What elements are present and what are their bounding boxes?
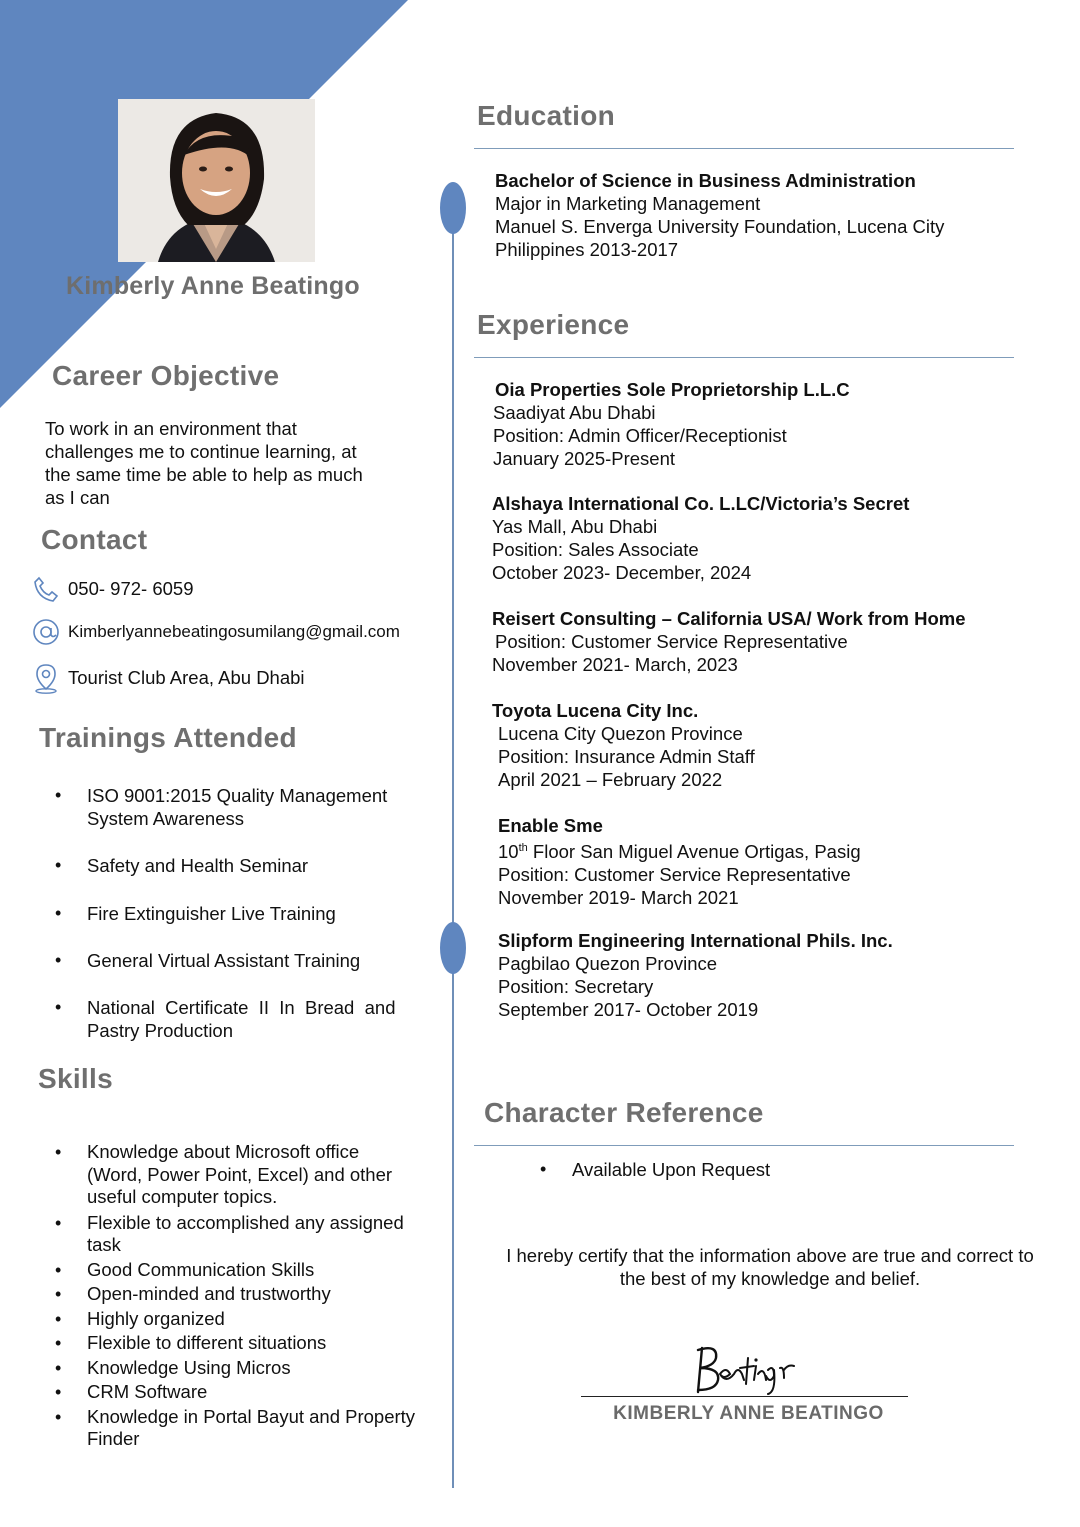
address-text: Tourist Club Area, Abu Dhabi xyxy=(68,667,305,688)
experience-entry: Slipform Engineering International Phils. Inc. Pagbilao Quezon Province Position: Secretary September 2017- October 2019 xyxy=(498,930,893,1020)
section-divider xyxy=(474,357,1014,358)
phone-icon xyxy=(30,573,62,605)
character-reference-heading: Character Reference xyxy=(484,1097,764,1128)
skills-list xyxy=(39,1141,459,1451)
experience-entry: Reisert Consulting – California USA/ Work from Home Position: Customer Service Representative November 2021- March, 2023 xyxy=(492,608,966,675)
company-name: Oia Properties Sole Proprietorship L.L.C xyxy=(495,379,850,400)
list-item: • Fire Extinguisher Live Training xyxy=(39,902,441,925)
signature-image xyxy=(690,1340,810,1396)
company-name: Toyota Lucena City Inc. xyxy=(492,700,699,721)
signature-line xyxy=(581,1396,908,1397)
list-item: • Flexible to different situations xyxy=(39,1332,459,1355)
list-item: • Open-minded and trustworthy xyxy=(39,1283,459,1306)
education-heading: Education xyxy=(477,100,616,131)
list-item: • Highly organized xyxy=(39,1308,459,1331)
list-item: • Knowledge in Portal Bayut and Property Finder xyxy=(39,1406,459,1451)
timeline-marker xyxy=(440,922,466,974)
list-item: • CRM Software xyxy=(39,1381,459,1404)
candidate-name: Kimberly Anne Beatingo xyxy=(66,272,360,300)
phone-number: 050- 972- 6059 xyxy=(68,578,194,599)
at-sign-icon xyxy=(30,616,62,648)
section-divider xyxy=(474,1145,1014,1146)
company-name: Slipform Engineering International Phils. Inc. xyxy=(498,930,893,951)
skills-heading: Skills xyxy=(38,1063,113,1094)
experience-entry: Oia Properties Sole Proprietorship L.L.C Saadiyat Abu Dhabi Position: Admin Officer/Receptionist January 2025-Present xyxy=(493,379,850,469)
list-item: • Good Communication Skills xyxy=(39,1259,459,1282)
list-item: • National Certificate II In Bread and Pastry Production xyxy=(39,996,441,1042)
reference-list xyxy=(524,1158,770,1181)
signature-printed-name: KIMBERLY ANNE BEATINGO xyxy=(613,1403,884,1424)
experience-entry: Enable Sme 10th Floor San Miguel Avenue Ortigas, Pasig Position: Customer Service Representative November 2019- March 2021 xyxy=(498,815,861,909)
certification-statement: I hereby certify that the information above are true and correct to the best of my knowledge and belief. xyxy=(506,1245,1034,1289)
experience-entry: Toyota Lucena City Inc. Lucena City Quezon Province Position: Insurance Admin Staff April 2021 – February 2022 xyxy=(492,700,755,790)
list-item: • Safety and Health Seminar xyxy=(39,854,441,877)
trainings-list xyxy=(39,784,441,1042)
career-objective-heading: Career Objective xyxy=(52,360,280,391)
degree-title: Bachelor of Science in Business Administration xyxy=(495,170,916,191)
timeline-divider xyxy=(452,183,454,1488)
career-objective-text: To work in an environment that challenges me to continue learning, at the same time be able to help as much as I can xyxy=(45,418,363,508)
list-item: • Knowledge Using Micros xyxy=(39,1357,459,1380)
education-entry: Bachelor of Science in Business Administration Major in Marketing Management Manuel S. Enverga University Foundation, Lucena City Philippines 2013-2017 xyxy=(495,170,945,260)
company-name: Enable Sme xyxy=(498,815,603,836)
location-pin-icon xyxy=(30,662,62,694)
timeline-marker xyxy=(440,182,466,234)
list-item: • Available Upon Request xyxy=(524,1158,770,1181)
profile-photo xyxy=(118,99,315,262)
section-divider xyxy=(474,148,1014,149)
experience-heading: Experience xyxy=(477,309,630,340)
list-item: • General Virtual Assistant Training xyxy=(39,949,441,972)
trainings-heading: Trainings Attended xyxy=(39,722,297,753)
contact-phone xyxy=(30,573,194,605)
contact-heading: Contact xyxy=(41,524,148,555)
experience-entry: Alshaya International Co. L.LC/Victoria’s Secret Yas Mall, Abu Dhabi Position: Sales Associate October 2023- December, 2024 xyxy=(492,493,910,583)
email-address: Kimberlyannebeatingosumilang@gmail.com xyxy=(68,622,400,641)
list-item: • Flexible to accomplished any assigned task xyxy=(39,1212,459,1257)
company-name: Reisert Consulting – California USA/ Work from Home xyxy=(492,608,966,629)
company-name: Alshaya International Co. L.LC/Victoria’s Secret xyxy=(492,493,910,514)
contact-email xyxy=(30,616,400,648)
contact-address xyxy=(30,662,305,694)
list-item: • ISO 9001:2015 Quality Management System Awareness xyxy=(39,784,441,830)
list-item: • Knowledge about Microsoft office (Word, Power Point, Excel) and other useful computer topics. xyxy=(39,1141,459,1209)
